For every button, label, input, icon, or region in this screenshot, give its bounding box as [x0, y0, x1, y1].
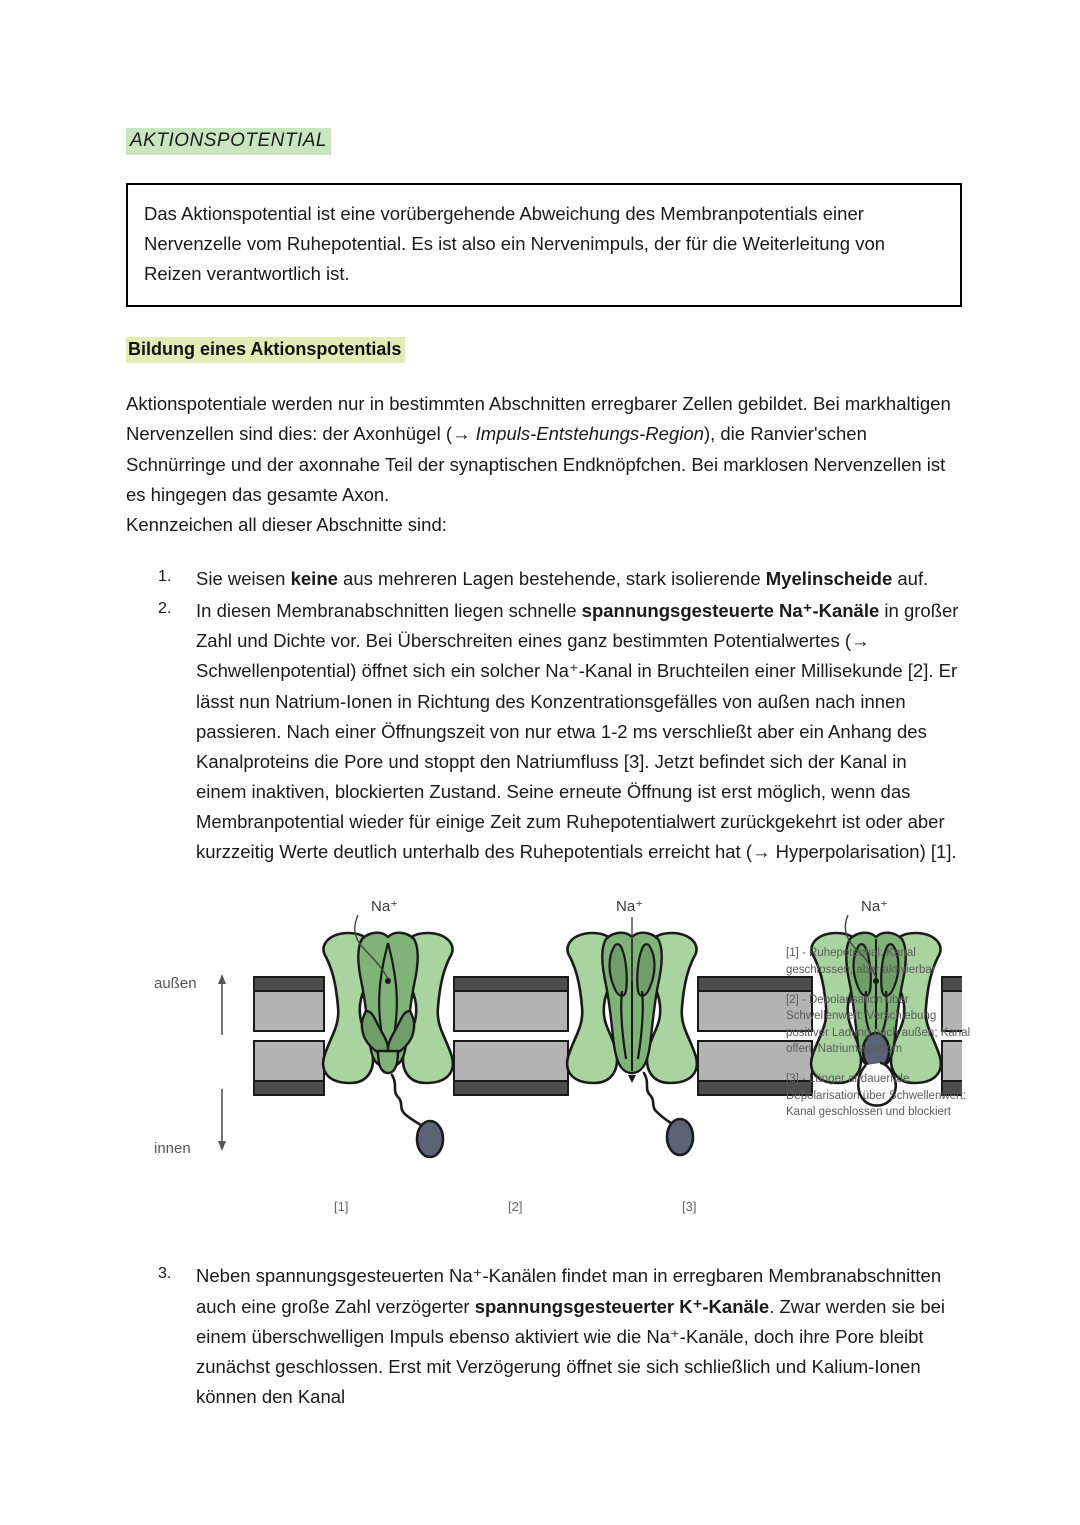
definition-box	[126, 183, 962, 307]
na-label-text-1: Na⁺	[371, 898, 399, 916]
list-item	[126, 1261, 962, 1412]
list-item-bold-myelinscheide: Myelinscheide	[765, 568, 893, 590]
legend-entry-3: [3] - Länger andauernde Depolarisation über Schwellenwert: Kanal geschlossen und blockiert	[786, 1073, 967, 1119]
state-label-3: [3]	[682, 1199, 697, 1215]
intro-paragraph	[126, 389, 962, 540]
arrow-up-icon	[218, 974, 226, 984]
characteristics-list-continued	[126, 1261, 962, 1412]
page-content	[126, 0, 971, 1414]
state-label-1: [1]	[334, 1199, 349, 1215]
intro-text-part1: Aktionspotentiale werden nur in bestimmten Abschnitten erregbarer Zellen gebildet. Bei markhaltigen Nervenzellen sind dies: der Axonhügel (→	[126, 393, 951, 445]
section-heading: Bildung eines Aktionspotentials	[126, 337, 405, 364]
side-label-outside	[154, 974, 226, 1035]
intro-text-lastline: Kennzeichen all dieser Abschnitte sind:	[126, 513, 447, 535]
list-item-number: 1.	[158, 568, 172, 586]
list-item-text-part1: Sie weisen	[196, 568, 291, 590]
list-item-text-part2: aus mehreren Lagen bestehende, stark isolierende	[337, 568, 766, 590]
list-item-text-part1: In diesen Membranabschnitten liegen schnelle	[196, 600, 582, 622]
list-item	[126, 564, 962, 594]
legend-entry-1: [1] - Ruhepotential: Kanal geschlossen, aber aktivierbar	[786, 947, 936, 976]
list-item-bold-na-kanaele: spannungsgesteuerte Na⁺-Kanäle	[581, 600, 880, 622]
ion-channel-state-1	[323, 933, 453, 1157]
arrow-down-icon	[218, 1141, 226, 1151]
list-item-text-part3: auf.	[892, 568, 929, 590]
list-item-number: 3.	[158, 1265, 172, 1283]
definition-text: Das Aktionspotential ist eine vorübergehende Abweichung des Membranpotentials einer Nervenzelle vom Ruhepotential. Es ist also ein Nervenimpuls, der für die Weiterleitung von Reizen verantwortlich ist.	[144, 202, 886, 284]
list-item-bold-keine: keine	[290, 568, 338, 590]
outside-label-text: außen	[154, 975, 197, 993]
intro-text-part2: ), die Ranvier'schen Schnürringe und der axonnahe Teil der synaptischen Endknöpfchen. Bei marklosen Nervenzellen ist es hingegen das gesamte Axon.	[126, 423, 946, 505]
list-item-text-part2: in großer Zahl und Dichte vor. Bei Überschreiten eines ganz bestimmten Potentialwertes (→ Schwellenpotential) öffnet sich ein solcher Na⁺-Kanal in Bruchteilen einer Millisekunde [2]. Er lässt nun Natrium-Ionen in Richtung des Konzentrationsgefälles von außen nach innen passieren. Nach einer Öffnungszeit von nur etwa 1-2 ms verschließt aber ein Anhang des Kanalproteins die Pore und stoppt den Natriumfluss [3]. Jetzt befindet sich der Kanal in einem inaktiven, blockierten Zustand. Seine erneute Öffnung ist erst möglich, wenn das Membranpotential wieder für einige Zeit zum Ruhepotentialwert zurückgekehrt ist oder aber kurzzeitig Werte deutlich unterhalb des Ruhepotentials erreicht hat (→ Hyperpolarisation) [1].	[196, 600, 959, 863]
side-label-inside	[154, 1089, 226, 1157]
legend-entry-2: [2] - Depolarisation über Schwellenwert: Verschiebung positiver Ladung nach außen; Kanal offen; Natriumeinstrom	[786, 994, 971, 1056]
na-label-text-3: Na⁺	[861, 898, 889, 916]
list-item-number: 2.	[158, 600, 172, 618]
inside-label-text: innen	[154, 1140, 191, 1158]
figure-legend	[786, 945, 976, 1120]
intro-text-italic: Impuls-Entstehungs-Region	[475, 423, 704, 445]
characteristics-list	[126, 564, 962, 867]
na-label-text-2: Na⁺	[616, 898, 644, 916]
list-item-text-part2: . Zwar werden sie bei einem überschwelligen Impuls ebenso aktiviert wie die Na⁺-Kanäle, doch ihre Pore bleibt zunächst geschlossen. Erst mit Verzögerung öffnet sie sich schließlich und Kalium-Ionen können den Kanal	[196, 1295, 946, 1408]
list-item-text-part1: Neben spannungsgesteuerten Na⁺-Kanälen findet man in erregbaren Membranabschnitten auch eine große Zahl verzögerter	[196, 1265, 942, 1317]
list-item	[126, 596, 962, 867]
page-title: AKTIONSPOTENTIAL	[126, 128, 331, 155]
list-item-bold-k-kanaele: spannungsgesteuerter K⁺-Kanäle	[474, 1295, 770, 1317]
ion-channel-figure	[126, 889, 971, 1241]
state-label-2: [2]	[508, 1199, 523, 1215]
